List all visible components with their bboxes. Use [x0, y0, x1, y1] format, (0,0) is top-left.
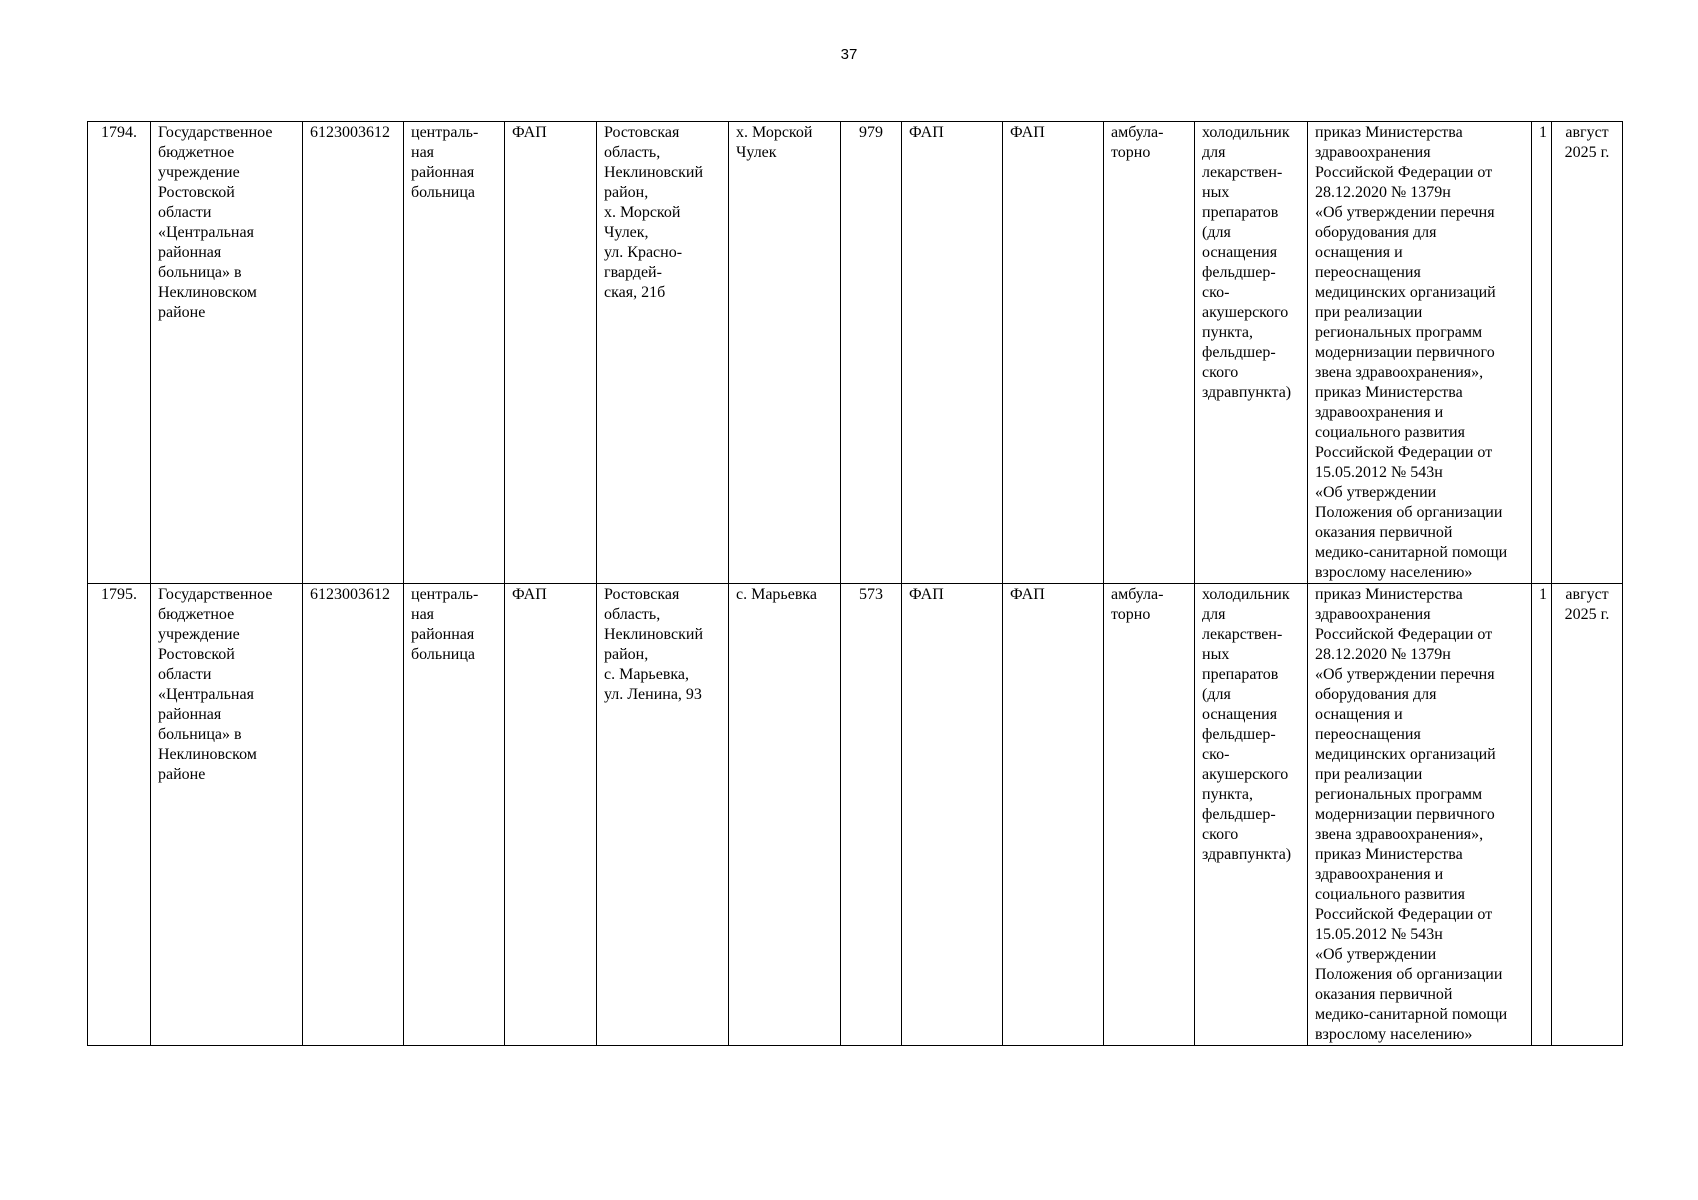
- quantity: 1: [1532, 584, 1552, 1046]
- inn-code: 6123003612: [303, 584, 404, 1046]
- population: 573: [841, 584, 902, 1046]
- locality: х. Морской Чулек: [729, 122, 841, 584]
- organization-type: централь- ная районная больница: [404, 122, 505, 584]
- care-form: амбула- торно: [1104, 584, 1195, 1046]
- population: 979: [841, 122, 902, 584]
- legal-justification: приказ Министерства здравоохранения Российской Федерации от 28.12.2020 № 1379н «Об утверждении перечня оборудования для оснащения и переоснащения медицинских организаций при реализации региональных программ модернизации первичного звена здравоохранения», приказ Министерства здравоохранения и социального развития Российской Федерации от 15.05.2012 № 543н «Об утверждении Положения об организации оказания первичной медико-санитарной помощи взрослому населению»: [1308, 584, 1532, 1046]
- page-number: 37: [840, 46, 858, 63]
- equipment-name: холодильник для лекарствен- ных препаратов (для оснащения фельдшер- ско- акушерского пункта, фельдшер- ского здравпункта): [1195, 122, 1308, 584]
- quantity: 1: [1532, 122, 1552, 584]
- care-form: амбула- торно: [1104, 122, 1195, 584]
- row-index: 1794.: [88, 122, 151, 584]
- locality: с. Марьевка: [729, 584, 841, 1046]
- organization-name: Государственное бюджетное учреждение Ростовской области «Центральная районная больница» в Неклиновском районе: [151, 584, 303, 1046]
- inn-code: 6123003612: [303, 122, 404, 584]
- unit-type-3: ФАП: [1003, 584, 1104, 1046]
- deadline: август 2025 г.: [1552, 584, 1623, 1046]
- organization-name: Государственное бюджетное учреждение Ростовской области «Центральная районная больница» в Неклиновском районе: [151, 122, 303, 584]
- organization-type: централь- ная районная больница: [404, 584, 505, 1046]
- legal-justification: приказ Министерства здравоохранения Российской Федерации от 28.12.2020 № 1379н «Об утверждении перечня оборудования для оснащения и переоснащения медицинских организаций при реализации региональных программ модернизации первичного звена здравоохранения», приказ Министерства здравоохранения и социального развития Российской Федерации от 15.05.2012 № 543н «Об утверждении Положения об организации оказания первичной медико-санитарной помощи взрослому населению»: [1308, 122, 1532, 584]
- unit-type: ФАП: [505, 122, 597, 584]
- address: Ростовская область, Неклиновский район, х. Морской Чулек, ул. Красно- гвардей- ская, 21б: [597, 122, 729, 584]
- row-index: 1795.: [88, 584, 151, 1046]
- unit-type: ФАП: [505, 584, 597, 1046]
- unit-type-3: ФАП: [1003, 122, 1104, 584]
- table-row: [88, 122, 1623, 584]
- unit-type-2: ФАП: [902, 584, 1003, 1046]
- unit-type-2: ФАП: [902, 122, 1003, 584]
- address: Ростовская область, Неклиновский район, с. Марьевка, ул. Ленина, 93: [597, 584, 729, 1046]
- table-row: [88, 584, 1623, 1046]
- equipment-table: [87, 121, 1623, 1046]
- deadline: август 2025 г.: [1552, 122, 1623, 584]
- equipment-name: холодильник для лекарствен- ных препаратов (для оснащения фельдшер- ско- акушерского пункта, фельдшер- ского здравпункта): [1195, 584, 1308, 1046]
